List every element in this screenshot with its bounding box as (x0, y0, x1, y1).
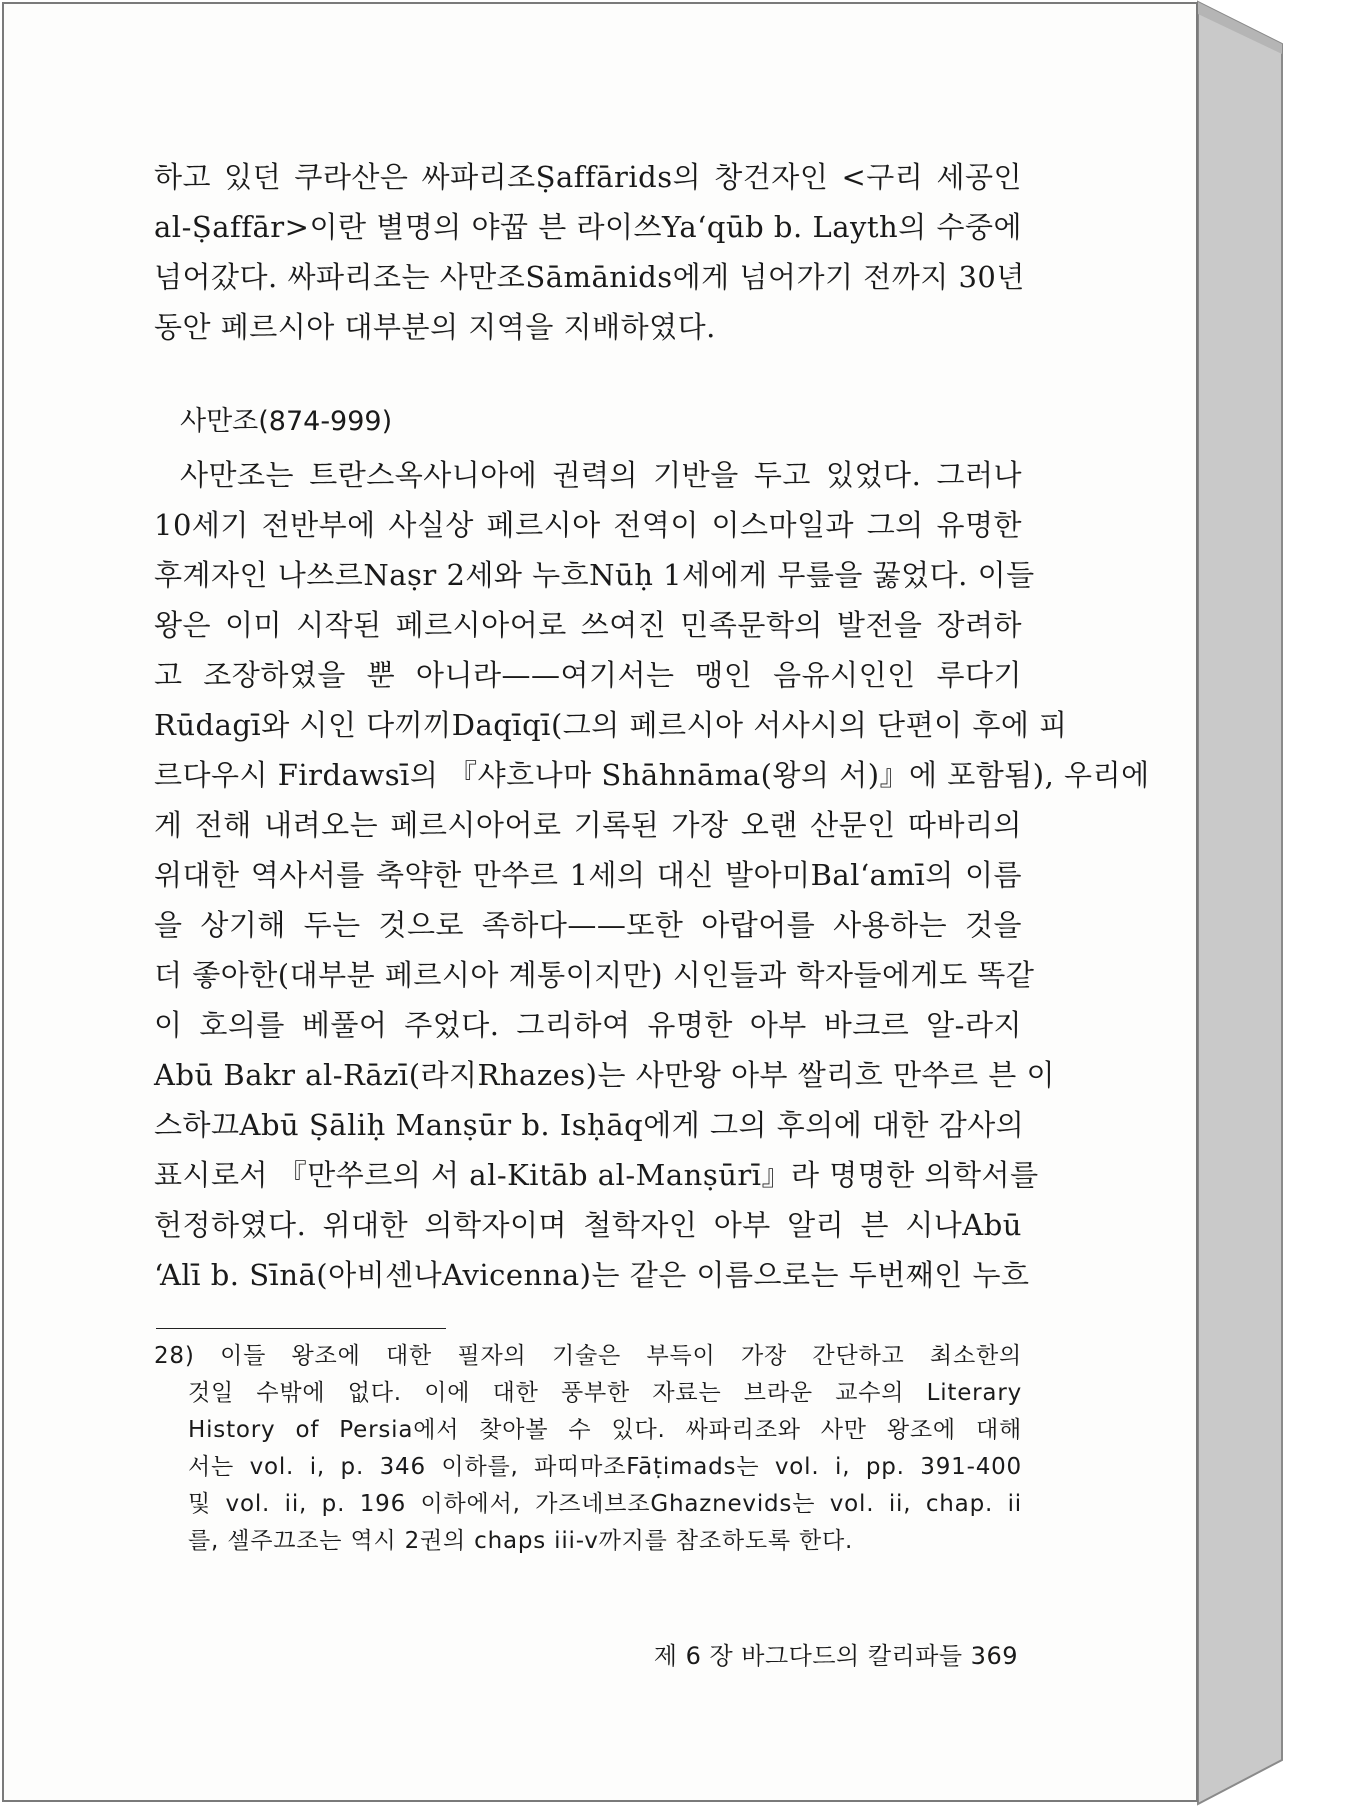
text-line: 더 좋아한(대부분 페르시아 계통이지만) 시인들과 학자들에게도 똑같 (154, 958, 1035, 992)
text-line: 후계자인 나쓰르Naṣr 2세와 누흐Nūḥ 1세에게 무릎을 꿇었다. 이들 (154, 558, 1035, 592)
text-line: 고 조장하였을 뿐 아니라——여기서는 맹인 음유시인인 루다기 (154, 658, 1022, 692)
book-page (2, 2, 1198, 1802)
text-line: 르다우시 Firdawsī의 『샤흐나마 Shāhnāma(왕의 서)』에 포함됨), 우리에 (154, 758, 1150, 792)
footnote-line: 및 vol. ii, p. 196 이하에서, 가즈네브조Ghaznevids는 vol. ii, chap. ii (188, 1491, 1022, 1517)
text-line: 동안 페르시아 대부분의 지역을 지배하였다. (154, 310, 716, 344)
text-line: al-Ṣaffār>이란 별명의 야꿉 븐 라이쓰Ya‘qūb b. Layth의 수중에 (154, 210, 1022, 244)
running-footer: 제 6 장 바그다드의 칼리파들 369 (653, 1642, 1018, 1670)
text-line: 이 호의를 베풀어 주었다. 그리하여 유명한 아부 바크르 알-라지 (154, 1008, 1022, 1042)
section-heading: 사만조(874-999) (180, 406, 393, 437)
footnote-line: History of Persia에서 찾아볼 수 있다. 싸파리조와 사만 왕조에 대해 (188, 1417, 1022, 1443)
footnote-divider (156, 1328, 446, 1329)
text-line: 헌정하였다. 위대한 의학자이며 철학자인 아부 알리 븐 시나Abū (154, 1208, 1022, 1242)
text-line: Abū Bakr al-Rāzī(라지Rhazes)는 사만왕 아부 쌀리흐 만쑤르 븐 이 (154, 1058, 1055, 1092)
text-line: 하고 있던 쿠라산은 싸파리조Ṣaffārids의 창건자인 <구리 세공인 (154, 160, 1022, 194)
footnote-line: 것일 수밖에 없다. 이에 대한 풍부한 자료는 브라운 교수의 Literary (188, 1380, 1022, 1406)
main-paragraph (154, 450, 1150, 1300)
intro-paragraph (154, 152, 1025, 352)
text-line: 표시로서 『만쑤르의 서 al-Kitāb al-Manṣūrī』라 명명한 의학서를 (154, 1158, 1039, 1192)
text-line: 사만조는 트란스옥사니아에 권력의 기반을 두고 있었다. 그러나 (180, 458, 1022, 492)
footnote (154, 1338, 1022, 1560)
text-line: 왕은 이미 시작된 페르시아어로 쓰여진 민족문학의 발전을 장려하 (154, 608, 1022, 642)
text-line: 넘어갔다. 싸파리조는 사만조Sāmānids에게 넘어가기 전까지 30년 (154, 260, 1025, 294)
text-line: 게 전해 내려오는 페르시아어로 기록된 가장 오랜 산문인 따바리의 (154, 808, 1022, 842)
text-line: 스하끄Abū Ṣāliḥ Manṣūr b. Isḥāq에게 그의 후의에 대한 감사의 (154, 1108, 1025, 1142)
text-line: 위대한 역사서를 축약한 만쑤르 1세의 대신 발아미Bal‘amī의 이름 (154, 858, 1022, 892)
text-line: ‘Alī b. Sīnā(아비센나Avicenna)는 같은 이름으로는 두번째인 누흐 (154, 1258, 1030, 1292)
footnote-line: 28) 이들 왕조에 대한 필자의 기술은 부득이 가장 간단하고 최소한의 (154, 1343, 1022, 1369)
text-line: Rūdagī와 시인 다끼끼Daqīqī(그의 페르시아 서사시의 단편이 후에 피 (154, 708, 1068, 742)
footnote-line: 를, 셀주끄조는 역시 2권의 chaps iii-v까지를 참조하도록 한다. (188, 1528, 854, 1554)
text-line: 10세기 전반부에 사실상 페르시아 전역이 이스마일과 그의 유명한 (154, 508, 1022, 542)
footnote-line: 서는 vol. i, p. 346 이하를, 파띠마조Fāṭimads는 vol. i, pp. 391-400 (188, 1454, 1022, 1480)
text-line: 을 상기해 두는 것으로 족하다——또한 아랍어를 사용하는 것을 (154, 908, 1022, 942)
